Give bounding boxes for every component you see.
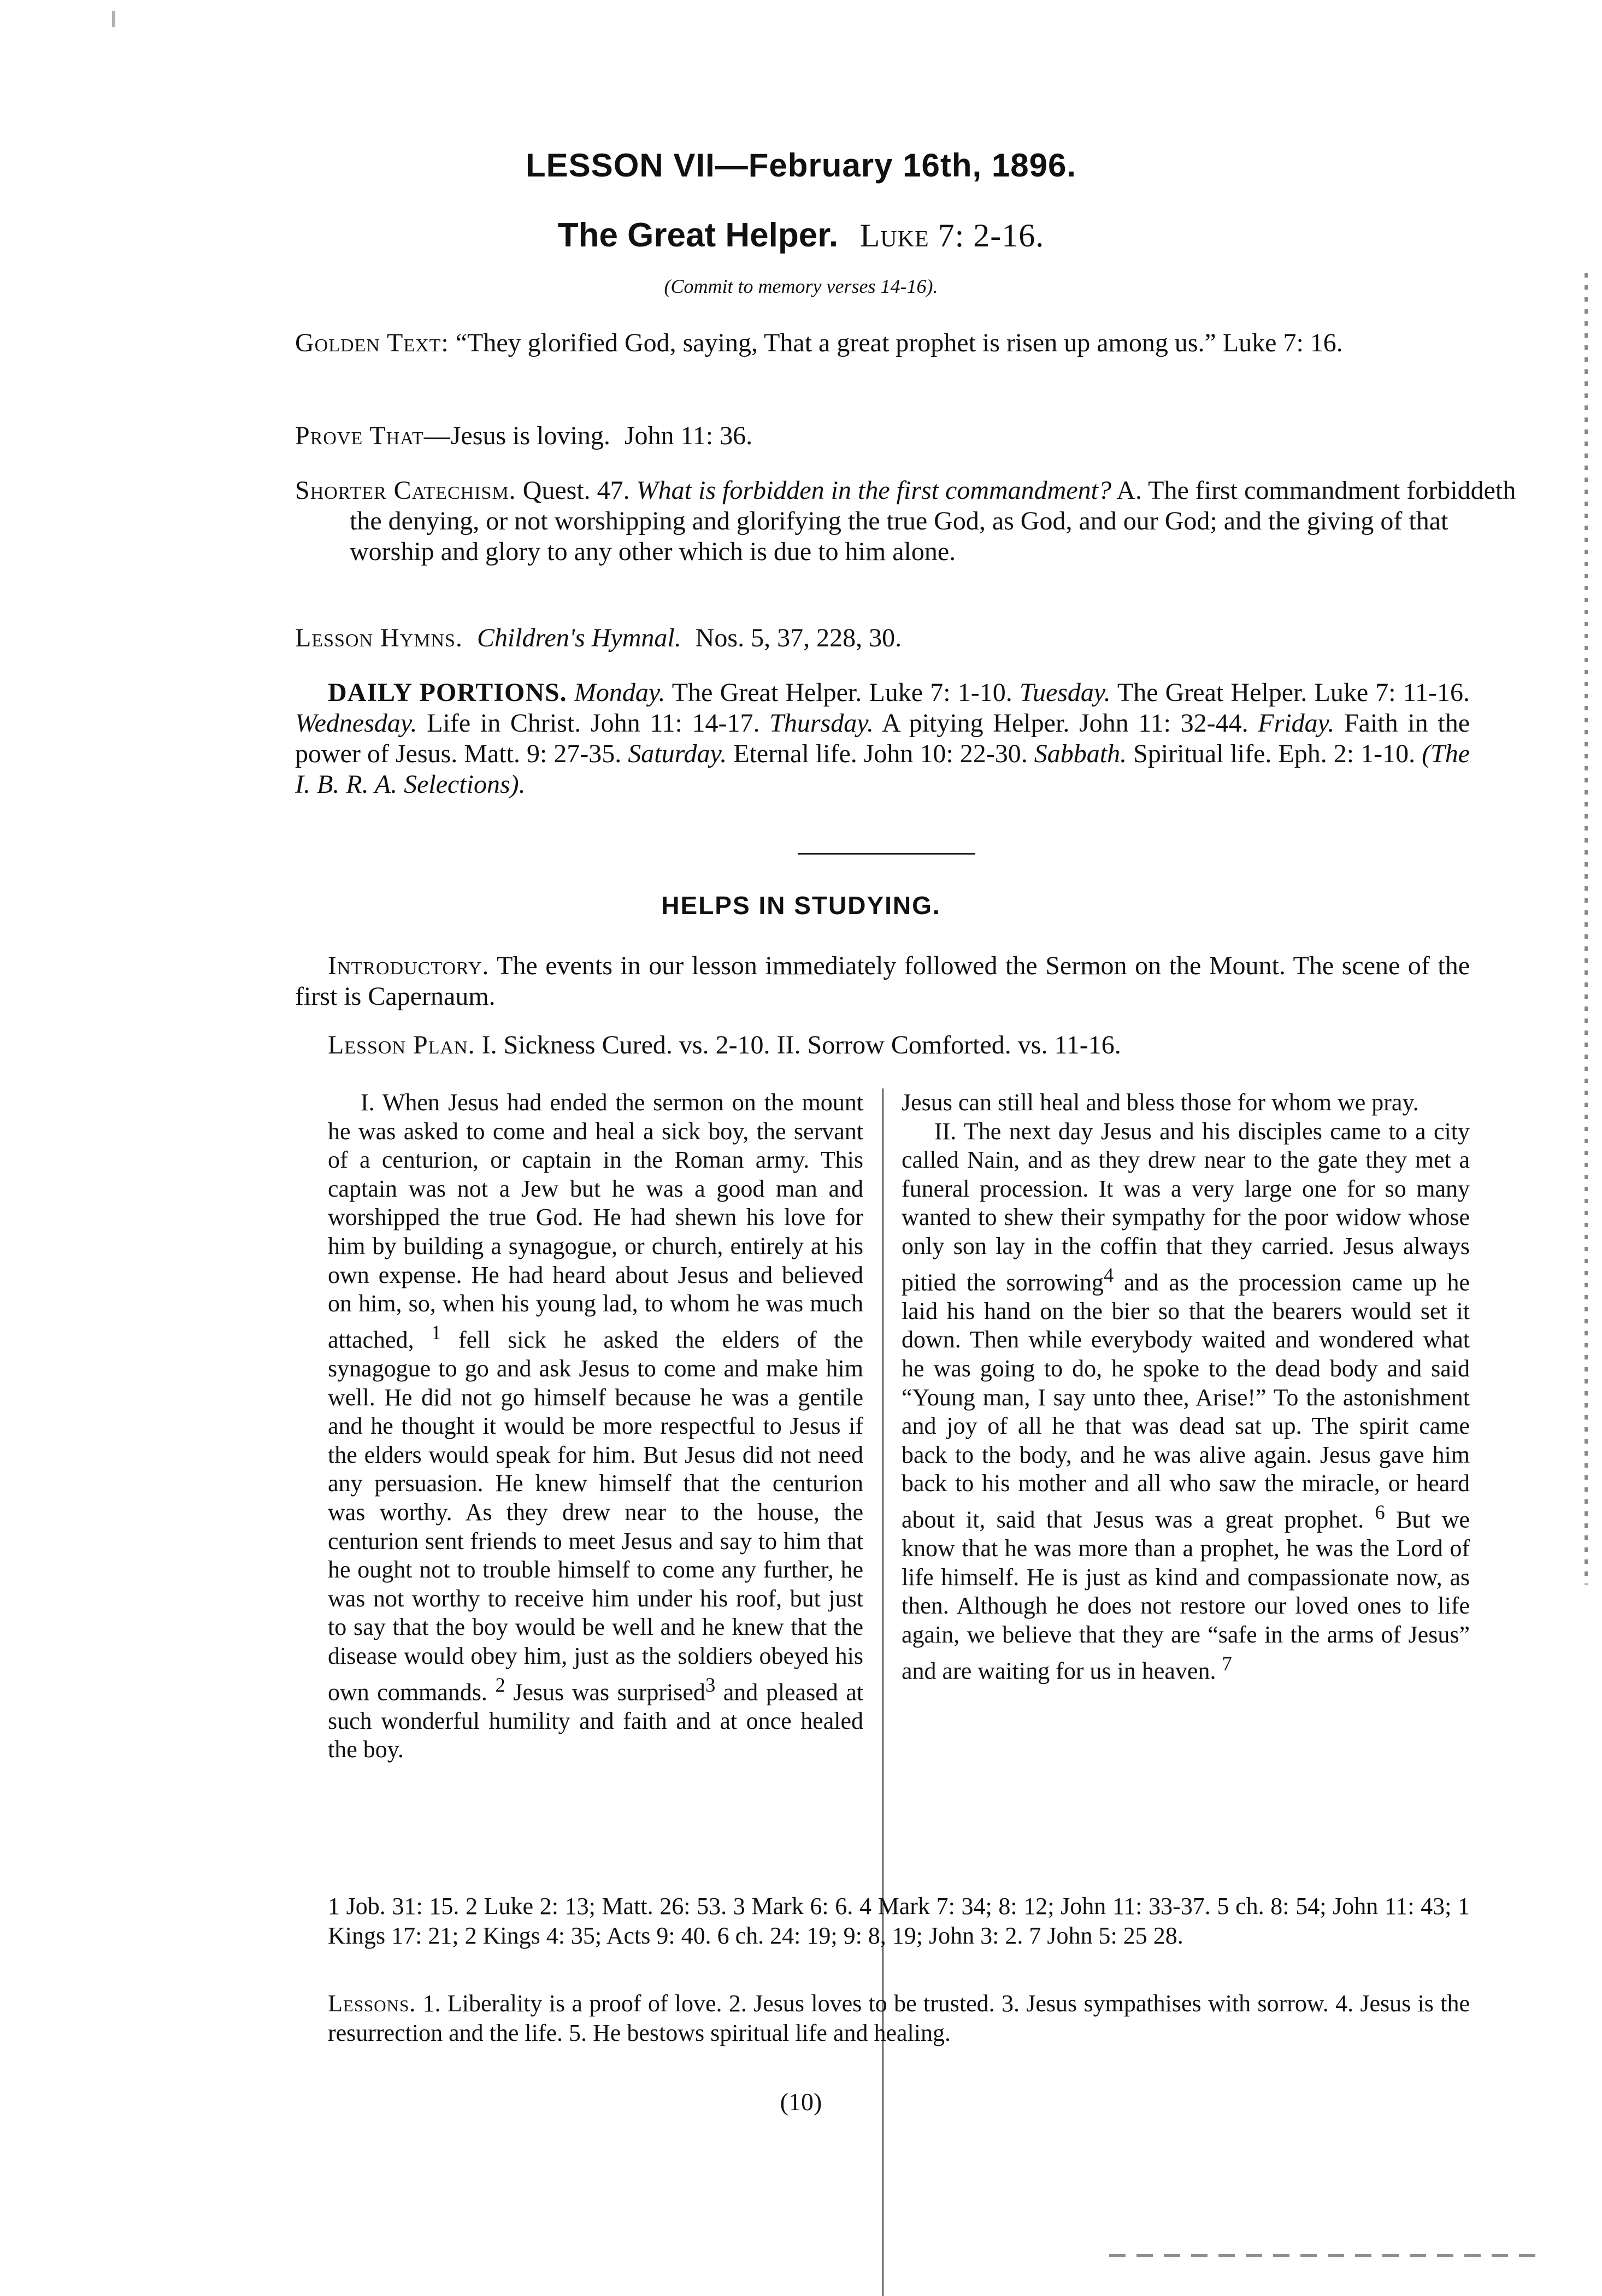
paragraph-nain [902,1117,1470,1686]
lesson-topic: The Great Helper. [557,216,839,254]
lesson-title: LESSON VII—February 16th, 1896. [525,147,1077,184]
paragraph-text: I. When Jesus had ended the sermon on the mount he was asked to come and heal a sick boy, the servant of a centurion, or captain in the Roman army. This captain was not a Jew but he was a good man and worshipped the true God. He had shewn his love for him by building a synagogue, or church, entirely at his own expense. He had heard about Jesus and believed on him, so, when his young lad, to whom he was much attached, [328,1089,863,1353]
golden-text-quote: “They glorified God, saying, That a great prophet is risen up among us.” [455,328,1216,357]
golden-text-ref: Luke 7: 16. [1222,328,1343,357]
portion-day: Monday. [574,678,665,707]
daily-portions-label: DAILY PORTIONS. [328,678,567,707]
hymns-book: Children's Hymnal. [476,623,681,652]
prove-that-text: Jesus is loving. [450,421,610,450]
page-number: (10) [780,2088,822,2116]
catechism-answer: The first commandment forbiddeth the denying, or not worshipping and glorifying the true God, as God, and our God; and the giving of that worship and glory to any other which is due to him alone. [350,476,1516,566]
portion-text: Faith in the power of Jesus. Matt. 9: 27-35. [295,709,1470,768]
lesson-plan [295,1030,1470,1061]
hymns-numbers: Nos. 5, 37, 228, 30. [695,623,902,652]
portion-text: The Great Helper. Luke 7: 11-16. [1117,678,1470,707]
paragraph-continuation: Jesus can still heal and bless those for whom we pray. [902,1089,1419,1116]
helps-heading: HELPS IN STUDYING. [661,891,941,920]
golden-text [295,328,1524,358]
catechism-quest: Quest. 47. [522,476,630,505]
catechism-label: Shorter Catechism. [295,476,516,505]
portion-text: A pitying Helper. John 11: 32-44. [881,709,1248,738]
lessons-text: 1. Liberality is a proof of love. 2. Jesus loves to be trusted. 3. Jesus sympathises with sorrow. 4. Jesus is the resurrection and the life. 5. He bestows spiritual life and healing. [328,1990,1470,2046]
introductory-label: Introductory. [328,951,490,980]
portion-text: Life in Christ. John 11: 14-17. [427,709,760,738]
footnote-marker: 3 [705,1673,716,1696]
body-column-right [902,1088,1470,1686]
paragraph-text: Jesus was surprised [513,1679,705,1706]
footnote-references: 1 Job. 31: 15. 2 Luke 2: 13; Matt. 26: 53. 3 Mark 6: 6. 4 Mark 7: 34; 8: 12; John 11: 33-37. 5 ch. 8: 54; John 11: 43; 1 Kings 17: 21; 2 Kings 4: 35; Acts 9: 40. 6 ch. 24: 19; 9: 8, 19; John 3: 2. 7 John 5: 25 28. [328,1893,1470,1949]
introductory-text: The events in our lesson immediately followed the Sermon on the Mount. The scene of the first is Capernaum. [295,951,1470,1011]
portion-day: Tuesday. [1019,678,1111,707]
paragraph-text: II. The next day Jesus and his disciples came to a city called Nain, and as they drew near to the gate they met a funeral procession. It was a very large one for so many wanted to shew their sympathy for the poor widow whose only son lay in the coffin that they carried. Jesus always pitied the sorrowing [902,1117,1470,1296]
footnote-marker: 7 [1222,1652,1232,1675]
prove-that-label: Prove That— [295,421,451,450]
lesson-plan-label: Lesson Plan. [328,1031,475,1059]
prove-that-ref: John 11: 36. [624,421,753,450]
scan-edge-artifact [1585,273,1588,1585]
paragraph-text: But we know that he was more than a prophet, he was the Lord of life himself. He is just as kind and compassionate now, as then. Although he does not restore our loved ones to life again, we believe that they are “safe in the arms of Jesus” and are waiting for us in heaven. [902,1506,1470,1685]
paragraph-text: fell sick he asked the elders of the synagogue to go and ask Jesus to come and make him well. He did not go himself because he was a gentile and he thought it would be more respectful to Jesus if the elders would speak for him. But Jesus did not need any persuasion. He knew himself that the centurion was worthy. As they drew near to the house, the centurion sent friends to meet Jesus and say to him that he ought not to trouble himself to come any further, he was not worthy to receive him under his roof, but just to say that the boy would be well and he knew that the disease would obey him, just as the soldiers obeyed his own commands. [328,1326,864,1706]
lesson-plan-text: I. Sickness Cured. vs. 2-10. II. Sorrow Comforted. vs. 11-16. [481,1031,1121,1059]
lessons [328,1989,1470,2048]
lesson-hymns [295,623,1470,654]
catechism-answer-label: A. [1116,476,1142,505]
footnote-marker: 2 [495,1673,505,1696]
portion-text: Spiritual life. Eph. 2: 1-10. [1133,739,1416,768]
hymns-label: Lesson Hymns. [295,623,463,652]
paragraph-centurion [328,1088,863,1764]
catechism-question: What is forbidden in the first commandment? [636,476,1111,505]
footnote-marker: 6 [1375,1500,1385,1523]
portion-source: (The I. B. R. A. Selections). [295,739,1470,799]
introductory [295,951,1470,1012]
memory-verses-note: (Commit to memory verses 14-16). [664,275,938,297]
shorter-catechism [295,475,1524,567]
body-column-left [328,1088,863,1764]
portion-day: Friday. [1258,709,1335,738]
prove-that [295,421,1470,451]
scan-edge-artifact [1109,2254,1535,2257]
daily-portions [295,678,1470,800]
portion-day: Saturday. [628,739,727,768]
scripture-reference: Luke 7: 2-16. [859,217,1045,254]
portion-day: Sabbath. [1034,739,1127,768]
portion-day: Wednesday. [295,709,417,738]
golden-text-label: Golden Text: [295,328,449,357]
portion-text: Eternal life. John 10: 22-30. [733,739,1028,768]
lessons-label: Lessons. [328,1990,416,2017]
section-divider [798,853,975,855]
paragraph-text: and pleased at such wonderful humility and faith and at once healed the boy. [328,1679,864,1763]
portion-text: The Great Helper. Luke 7: 1-10. [672,678,1012,707]
footnote-marker: 1 [431,1321,441,1344]
lesson-topic-line [0,216,1602,255]
scan-edge-artifact [112,11,115,27]
footnote-marker: 4 [1103,1263,1114,1286]
paragraph-text: and as the procession came up he laid his hand on the bier so that the bearers would set it down. Then while everybody waited and wondered what he was going to do, he spoke to the dead body and said “Young man, I say unto thee, Arise!” To the astonishment and joy of all he that was dead sat up. The spirit came back to the body, and he was alive again. Jesus gave him back to his mother and all who saw the miracle, or heard about it, said that Jesus was a great prophet. [902,1269,1470,1533]
portion-day: Thursday. [769,709,874,738]
